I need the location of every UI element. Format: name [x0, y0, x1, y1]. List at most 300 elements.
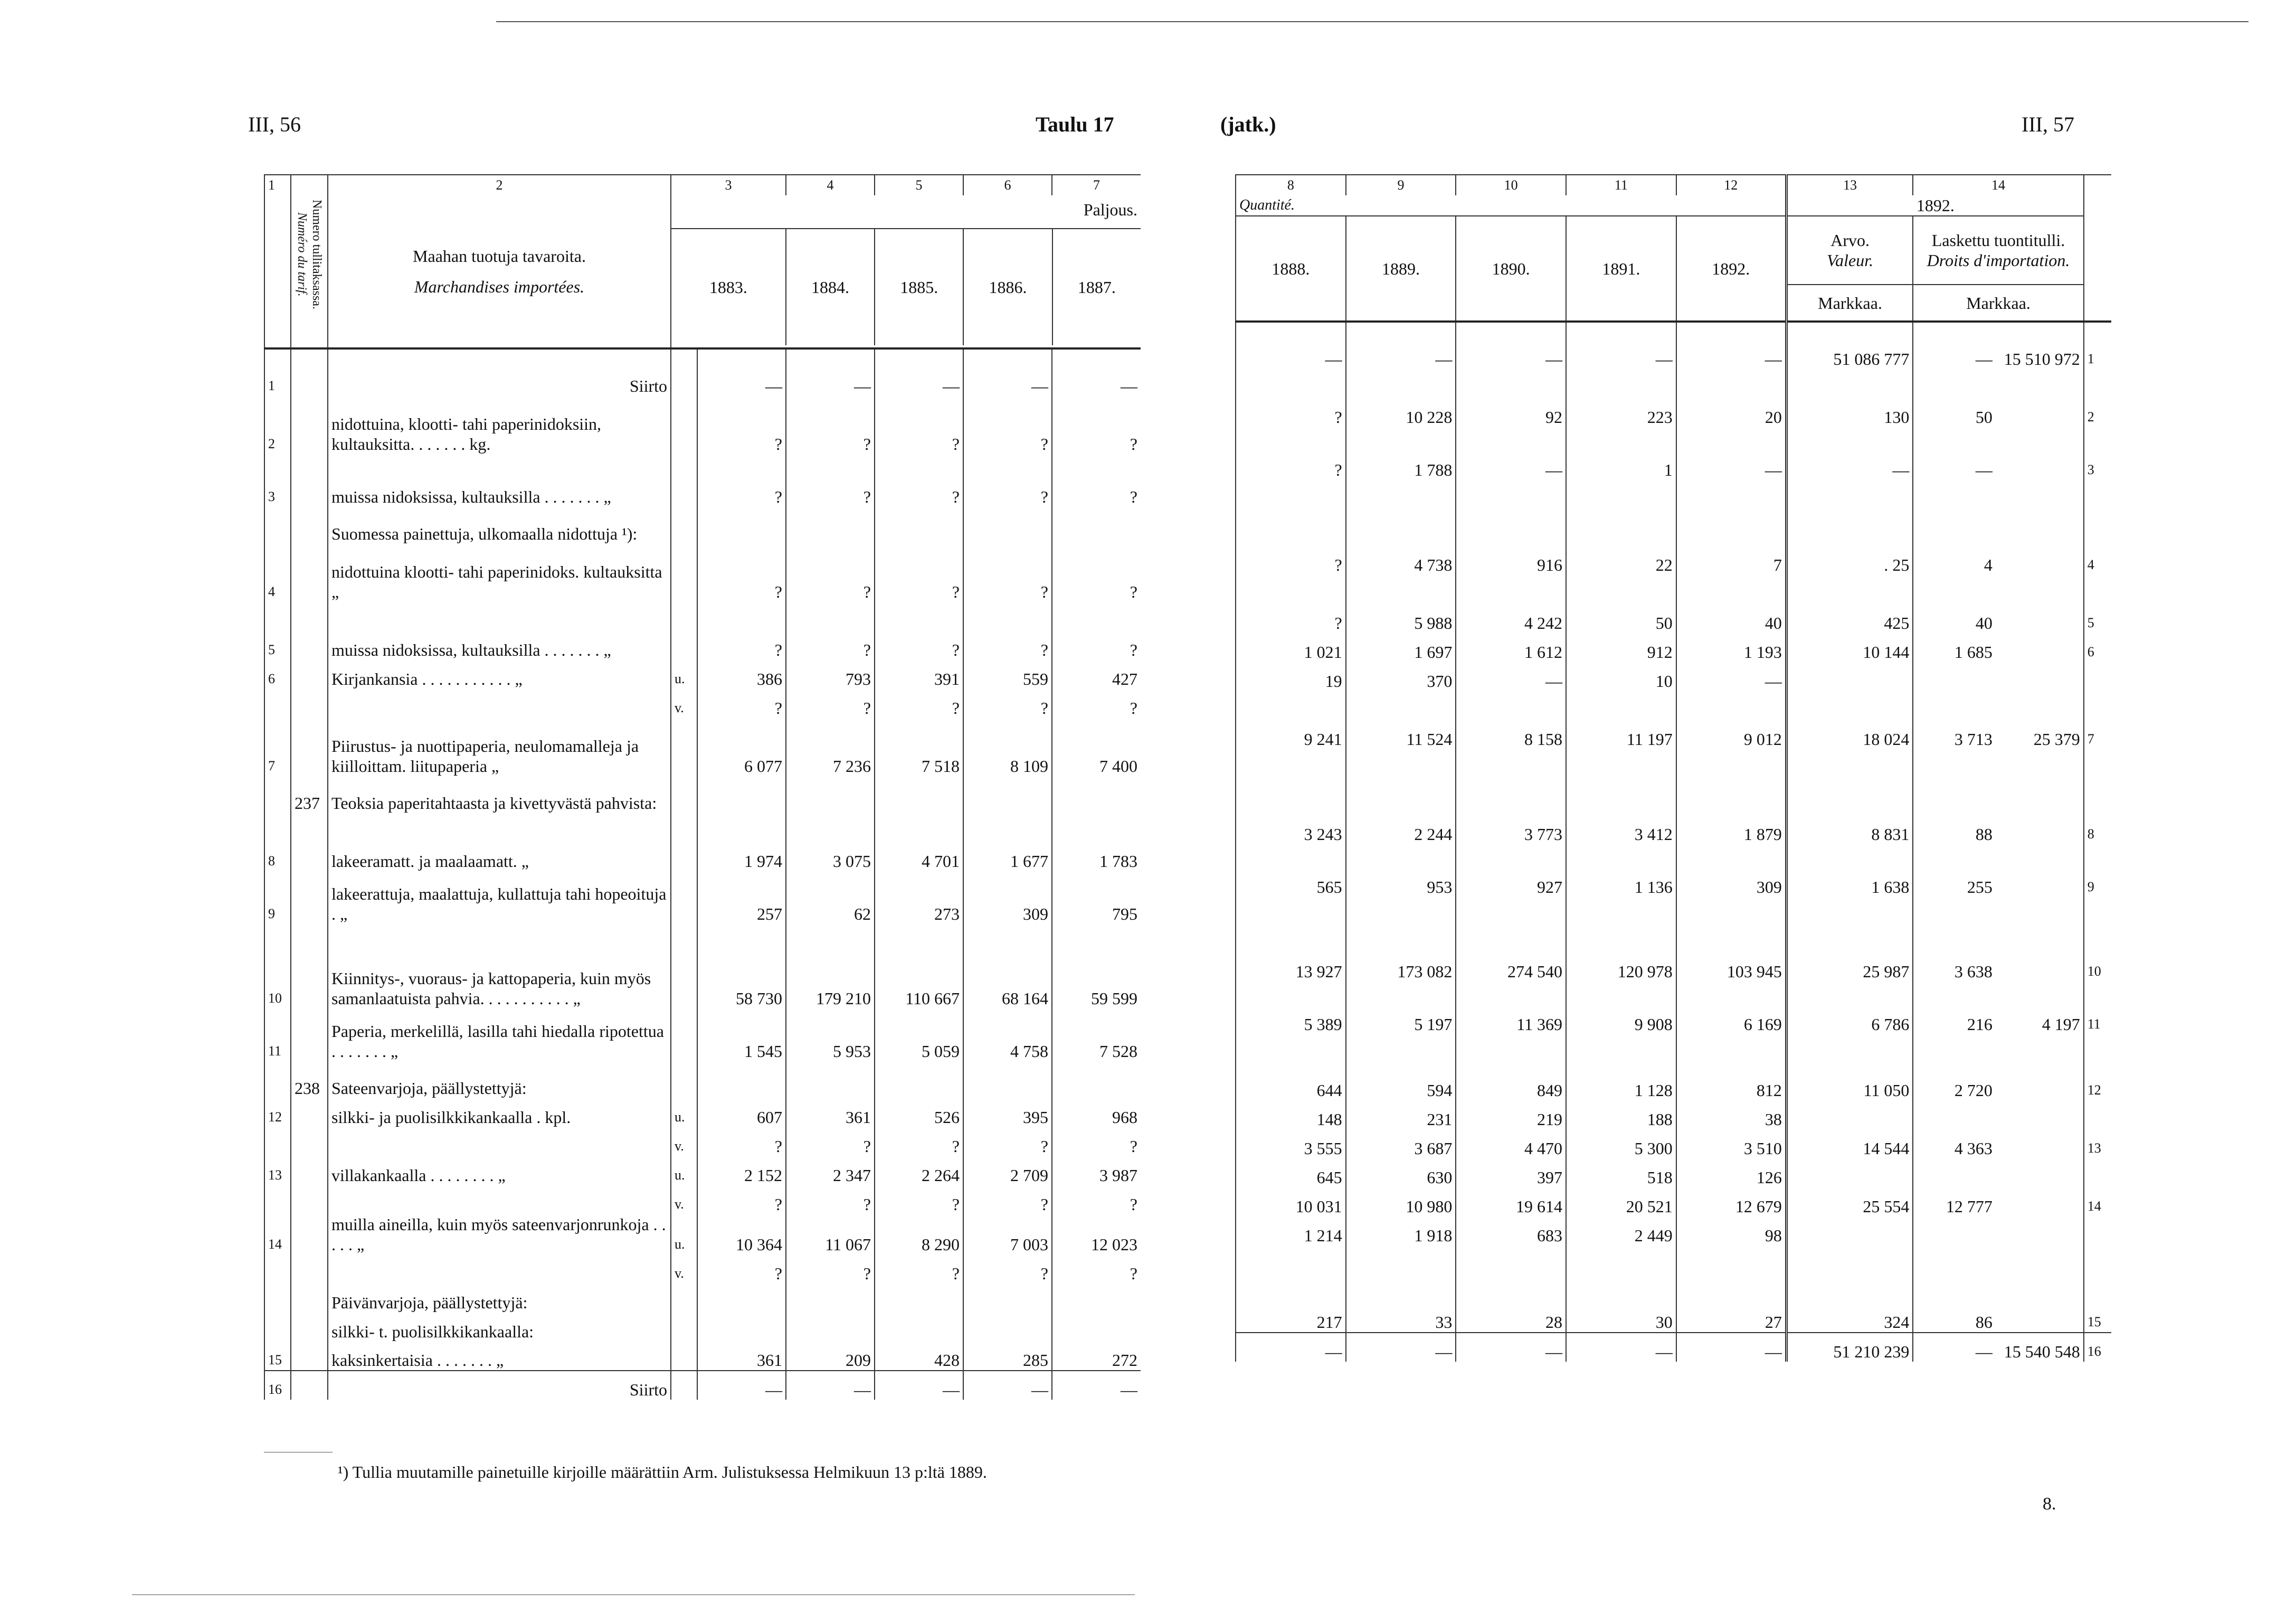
value-1887: ?	[1052, 544, 1141, 602]
item-description: Siirto	[328, 348, 671, 396]
value-1884: ?	[786, 1254, 875, 1284]
value-1891: —	[1566, 322, 1676, 369]
line-number	[264, 1185, 291, 1214]
tulli-value: —	[1913, 1333, 1996, 1362]
arvo-value	[1786, 662, 1913, 691]
value-1884	[786, 1313, 875, 1342]
value-1886: 2 709	[963, 1156, 1052, 1185]
table-row	[264, 1313, 1141, 1342]
value-1885: ?	[875, 602, 963, 660]
item-description: muissa nidoksissa, kultauksilla . . . . . . . „	[328, 602, 671, 660]
value-1886: —	[963, 348, 1052, 396]
value-1883: ?	[697, 544, 786, 602]
page-mark: 8.	[2043, 1494, 2056, 1514]
value-1887: 7 400	[1052, 718, 1141, 776]
table-row	[264, 689, 1141, 718]
value-1888	[1236, 1275, 1346, 1304]
table-row	[264, 1127, 1141, 1156]
value-1887: 272	[1052, 1342, 1141, 1371]
right-page-number: III, 57	[2022, 112, 2074, 136]
line-number: 3	[2084, 427, 2111, 480]
value-1883: 2 152	[697, 1156, 786, 1185]
value-1889: 1 697	[1346, 633, 1456, 662]
value-1889: 5 988	[1346, 575, 1456, 633]
tulli-value	[1913, 749, 1996, 786]
value-1883: ?	[697, 689, 786, 718]
line-number: 12	[2084, 1071, 2111, 1100]
item-description: Piirustus- ja nuottipaperia, neulomamalleja ja kiilloittam. liitupaperia „	[328, 718, 671, 776]
line-number	[264, 507, 291, 544]
table-row	[264, 1284, 1141, 1313]
value-1884: 2 347	[786, 1156, 875, 1185]
tulli-total	[1996, 517, 2084, 575]
tulli-value: 2 720	[1913, 1071, 1996, 1100]
value-1884: 5 953	[786, 1008, 875, 1061]
line-number: 11	[264, 1008, 291, 1061]
value-1884: ?	[786, 689, 875, 718]
value-1885: 8 290	[875, 1214, 963, 1254]
value-1891: 20 521	[1566, 1187, 1676, 1216]
value-1883: 10 364	[697, 1214, 786, 1254]
line-number: 11	[2084, 982, 2111, 1034]
unit-marker	[671, 1342, 697, 1371]
line-number	[2084, 749, 2111, 786]
value-1887	[1052, 1284, 1141, 1313]
tariff-number	[291, 454, 328, 507]
tulli-total	[1996, 1304, 2084, 1333]
tariff-number	[291, 396, 328, 454]
col-num-3: 3	[671, 175, 786, 195]
value-1886	[963, 1284, 1052, 1313]
table-row	[1236, 322, 2111, 369]
table-row	[1236, 427, 2111, 480]
year-1883: 1883.	[709, 278, 747, 297]
value-1884: 361	[786, 1098, 875, 1127]
tulli-value	[1913, 662, 1996, 691]
arvo-value: 8 831	[1786, 786, 1913, 844]
value-1885: 2 264	[875, 1156, 963, 1185]
goods-fr: Marchandises importées.	[414, 277, 585, 296]
arvo-value	[1786, 1216, 1913, 1245]
value-1883: —	[697, 1371, 786, 1400]
value-1891: 2 449	[1566, 1216, 1676, 1245]
value-1886: 559	[963, 660, 1052, 689]
value-1886: —	[963, 1371, 1052, 1400]
left-table	[264, 174, 1141, 1400]
value-1890: 92	[1456, 369, 1566, 427]
value-1888: 644	[1236, 1071, 1346, 1100]
year-1891: 1891.	[1566, 216, 1676, 322]
value-1889: 4 738	[1346, 517, 1456, 575]
value-1884: —	[786, 348, 875, 396]
unit-marker: u.	[671, 660, 697, 689]
item-description	[328, 1127, 671, 1156]
tulli-value	[1913, 1034, 1996, 1071]
arvo-value: 25 987	[1786, 897, 1913, 982]
line-number: 8	[264, 813, 291, 871]
table-row	[264, 1156, 1141, 1185]
line-number: 14	[2084, 1187, 2111, 1216]
value-1884: 7 236	[786, 718, 875, 776]
item-description: silkki- ja puolisilkkikankaalla . kpl.	[328, 1098, 671, 1127]
value-1892: 103 945	[1676, 897, 1787, 982]
value-1891: 120 978	[1566, 897, 1676, 982]
value-1888: 645	[1236, 1158, 1346, 1187]
arvo-value: 130	[1786, 369, 1913, 427]
line-number: 7	[264, 718, 291, 776]
arvo-value	[1786, 480, 1913, 517]
item-description: Suomessa painettuja, ulkomaalla nidottuja ¹):	[328, 507, 671, 544]
year-1885: 1885.	[874, 229, 963, 345]
tariff-header	[295, 175, 324, 334]
value-1891: 50	[1566, 575, 1676, 633]
line-number: 7	[2084, 691, 2111, 749]
value-1883: 1 545	[697, 1008, 786, 1061]
item-description: nidottuina klootti- tahi paperinidoks. kultauksitta „	[328, 544, 671, 602]
col-num-2: 2	[328, 175, 671, 195]
value-1892: —	[1676, 322, 1787, 369]
value-1892: 27	[1676, 1304, 1787, 1333]
value-1886: ?	[963, 1127, 1052, 1156]
value-1892: 38	[1676, 1100, 1787, 1129]
tulli-value: —	[1913, 427, 1996, 480]
value-1888	[1236, 480, 1346, 517]
tulli-value	[1913, 480, 1996, 517]
value-1889	[1346, 1245, 1456, 1275]
value-1889: 630	[1346, 1158, 1456, 1187]
arvo-value: 51 086 777	[1786, 322, 1913, 369]
table-row	[264, 602, 1141, 660]
value-1884: ?	[786, 544, 875, 602]
table-row	[264, 924, 1141, 1008]
tulli-value	[1913, 1100, 1996, 1129]
line-number: 16	[2084, 1333, 2111, 1362]
item-description: muilla aineilla, kuin myös sateenvarjonrunkoja . . . . . „	[328, 1214, 671, 1254]
value-1888: ?	[1236, 517, 1346, 575]
col-num-8: 8	[1236, 175, 1346, 195]
value-1889: 33	[1346, 1304, 1456, 1333]
value-1886: 4 758	[963, 1008, 1052, 1061]
table-row	[1236, 786, 2111, 844]
value-1885: 273	[875, 871, 963, 924]
value-1885: ?	[875, 544, 963, 602]
value-1887: 427	[1052, 660, 1141, 689]
table-row	[264, 348, 1141, 396]
value-1889: 953	[1346, 844, 1456, 897]
table-row	[1236, 844, 2111, 897]
value-1890: 19 614	[1456, 1187, 1566, 1216]
value-1888: 148	[1236, 1100, 1346, 1129]
table-row	[264, 1254, 1141, 1284]
year-1884: 1884.	[785, 229, 874, 345]
value-1890	[1456, 1275, 1566, 1304]
year-1886: 1886.	[963, 229, 1051, 345]
tulli-total	[1996, 427, 2084, 480]
tulli-value: 86	[1913, 1304, 1996, 1333]
value-1886: 68 164	[963, 924, 1052, 1008]
item-description: kaksinkertaisia . . . . . . . „	[328, 1342, 671, 1371]
table-row	[264, 454, 1141, 507]
line-number	[2084, 1245, 2111, 1275]
tulli-total	[1996, 1216, 2084, 1245]
line-number: 5	[264, 602, 291, 660]
value-1887: 1 783	[1052, 813, 1141, 871]
value-1883	[697, 1061, 786, 1098]
tulli-value	[1913, 1245, 1996, 1275]
arvo-value	[1786, 1100, 1913, 1129]
value-1887: —	[1052, 348, 1141, 396]
value-1883	[697, 507, 786, 544]
tariff-number	[291, 1008, 328, 1061]
line-number: 10	[2084, 897, 2111, 982]
arvo-value: 1 638	[1786, 844, 1913, 897]
value-1885: 7 518	[875, 718, 963, 776]
tariff-number	[291, 660, 328, 689]
line-number	[264, 1254, 291, 1284]
tulli-total	[1996, 575, 2084, 633]
tulli-total	[1996, 1034, 2084, 1071]
tulli-total	[1996, 1245, 2084, 1275]
item-description: Kirjankansia . . . . . . . . . . . „	[328, 660, 671, 689]
value-1891: 10	[1566, 662, 1676, 691]
value-1891	[1566, 1245, 1676, 1275]
value-1885: ?	[875, 454, 963, 507]
line-number	[2084, 1216, 2111, 1245]
item-description: Kiinnitys-, vuoraus- ja kattopaperia, kuin myös samanlaatuista pahvia. . . . . . . . . . . „	[328, 924, 671, 1008]
arvo-value: 25 554	[1786, 1187, 1913, 1216]
tulli-value: 1 685	[1913, 633, 1996, 662]
item-description: Siirto	[328, 1371, 671, 1400]
value-1884	[786, 1061, 875, 1098]
tulli-value: 216	[1913, 982, 1996, 1034]
table-row	[1236, 1071, 2111, 1100]
value-1885	[875, 1284, 963, 1313]
table-row	[1236, 1245, 2111, 1275]
line-number: 13	[264, 1156, 291, 1185]
table-row	[1236, 982, 2111, 1034]
value-1884: 793	[786, 660, 875, 689]
value-1888: 1 021	[1236, 633, 1346, 662]
line-number	[2084, 1158, 2111, 1187]
value-1891: 9 908	[1566, 982, 1676, 1034]
line-number: 10	[264, 924, 291, 1008]
arvo-value: 425	[1786, 575, 1913, 633]
col-num-11: 11	[1566, 175, 1676, 195]
col-num-13: 13	[1786, 175, 1913, 195]
value-1890: 1 612	[1456, 633, 1566, 662]
value-1884	[786, 776, 875, 813]
tulli-total: 15 540 548	[2004, 1342, 2080, 1361]
value-1888: 5 389	[1236, 982, 1346, 1034]
tariff-number	[291, 1185, 328, 1214]
value-1885: 110 667	[875, 924, 963, 1008]
tulli-total	[1996, 480, 2084, 517]
value-1888: 10 031	[1236, 1187, 1346, 1216]
arvo-value	[1786, 1245, 1913, 1275]
unit-marker	[671, 348, 697, 396]
value-1885: 4 701	[875, 813, 963, 871]
col-num-4: 4	[786, 175, 875, 195]
quantite-label: Quantité.	[1236, 195, 1786, 216]
value-1883: 607	[697, 1098, 786, 1127]
value-1885: 391	[875, 660, 963, 689]
value-1891: 223	[1566, 369, 1676, 427]
value-1891: 188	[1566, 1100, 1676, 1129]
item-description: Teoksia paperitahtaasta ja kivettyvästä pahvista:	[328, 776, 671, 813]
value-1890	[1456, 1245, 1566, 1275]
tariff-number	[291, 1284, 328, 1313]
value-1892	[1676, 1245, 1787, 1275]
value-1888: 19	[1236, 662, 1346, 691]
value-1890: 397	[1456, 1158, 1566, 1187]
value-1889	[1346, 480, 1456, 517]
table-row	[1236, 1216, 2111, 1245]
value-1892: 40	[1676, 575, 1787, 633]
year-1888: 1888.	[1236, 216, 1346, 322]
table-row	[264, 396, 1141, 454]
value-1887: 12 023	[1052, 1214, 1141, 1254]
value-1890: 927	[1456, 844, 1566, 897]
value-1891	[1566, 480, 1676, 517]
table-row	[264, 871, 1141, 924]
item-description: Paperia, merkelillä, lasilla tahi hiedalla ripotettua . . . . . . . „	[328, 1008, 671, 1061]
value-1884: 3 075	[786, 813, 875, 871]
arvo-value	[1786, 1034, 1913, 1071]
arvo-value: 51 210 239	[1786, 1333, 1913, 1362]
tulli-total	[1996, 369, 2084, 427]
table-row	[1236, 633, 2111, 662]
table-row	[1236, 1158, 2111, 1187]
value-1887	[1052, 1313, 1141, 1342]
tariff-number	[291, 718, 328, 776]
line-number	[264, 1284, 291, 1313]
value-1890	[1456, 1034, 1566, 1071]
value-1884: 179 210	[786, 924, 875, 1008]
value-1883: 257	[697, 871, 786, 924]
value-1892	[1676, 480, 1787, 517]
table-row	[1236, 897, 2111, 982]
value-1885	[875, 1061, 963, 1098]
table-row	[1236, 517, 2111, 575]
value-1892: 309	[1676, 844, 1787, 897]
value-1889: —	[1346, 322, 1456, 369]
value-1887: 59 599	[1052, 924, 1141, 1008]
value-1888	[1236, 1034, 1346, 1071]
value-1883: ?	[697, 1127, 786, 1156]
value-1888: 565	[1236, 844, 1346, 897]
tariff-fr: Numéro du tarif.	[295, 212, 309, 297]
tulli-total	[1996, 897, 2084, 982]
col-num-5: 5	[875, 175, 963, 195]
line-number: 1	[2084, 322, 2111, 369]
tulli-value: 88	[1913, 786, 1996, 844]
line-number: 2	[2084, 369, 2111, 427]
tulli-value: —	[1913, 322, 1996, 369]
tulli-total: 15 510 972	[2004, 350, 2080, 369]
table-row	[264, 813, 1141, 871]
value-1886: ?	[963, 544, 1052, 602]
value-1885: —	[875, 348, 963, 396]
tariff-number	[291, 1313, 328, 1342]
value-1883: ?	[697, 602, 786, 660]
value-1885	[875, 507, 963, 544]
value-1891: 22	[1566, 517, 1676, 575]
table-row	[264, 1371, 1141, 1400]
table-row	[264, 660, 1141, 689]
value-1887: 3 987	[1052, 1156, 1141, 1185]
tulli-value: 3 638	[1913, 897, 1996, 982]
item-description: Päivänvarjoja, päällystettyjä:	[328, 1284, 671, 1313]
tariff-number	[291, 1098, 328, 1127]
unit-marker	[671, 776, 697, 813]
table-row	[1236, 1034, 2111, 1071]
unit-marker	[671, 507, 697, 544]
value-1884: 11 067	[786, 1214, 875, 1254]
value-1891: 30	[1566, 1304, 1676, 1333]
item-description: villakankaalla . . . . . . . . „	[328, 1156, 671, 1185]
value-1888: —	[1236, 1333, 1346, 1362]
value-1886: 395	[963, 1098, 1052, 1127]
table-row	[1236, 1304, 2111, 1333]
value-1887: 968	[1052, 1098, 1141, 1127]
tariff-number	[291, 1371, 328, 1400]
markkaa-arvo: Markkaa.	[1786, 285, 1913, 322]
line-number	[2084, 1034, 2111, 1071]
value-1886: 309	[963, 871, 1052, 924]
value-1885: 526	[875, 1098, 963, 1127]
value-1886: ?	[963, 454, 1052, 507]
value-1886	[963, 1313, 1052, 1342]
value-1887: ?	[1052, 1127, 1141, 1156]
tariff-number: 238	[291, 1061, 328, 1098]
arvo-value	[1786, 1275, 1913, 1304]
unit-marker	[671, 544, 697, 602]
table-row	[1236, 1275, 2111, 1304]
value-1892: 6 169	[1676, 982, 1787, 1034]
arvo-value: 11 050	[1786, 1071, 1913, 1100]
tulli-value: 12 777	[1913, 1187, 1996, 1216]
footnote: ¹) Tullia muutamille painetuille kirjoille määrättiin Arm. Julistuksessa Helmikuun 13 p:ltä 1889.	[338, 1462, 987, 1482]
value-1889	[1346, 749, 1456, 786]
table-row	[1236, 575, 2111, 633]
tariff-number	[291, 813, 328, 871]
value-1888	[1236, 749, 1346, 786]
value-1890	[1456, 749, 1566, 786]
table-row	[264, 776, 1141, 813]
value-1886: ?	[963, 396, 1052, 454]
value-1886: ?	[963, 1254, 1052, 1284]
table-row	[264, 1008, 1141, 1061]
arvo-value: 10 144	[1786, 633, 1913, 662]
unit-marker: v.	[671, 1127, 697, 1156]
value-1888: 217	[1236, 1304, 1346, 1333]
table-row	[264, 544, 1141, 602]
value-1890: 219	[1456, 1100, 1566, 1129]
tulli-total	[1996, 1071, 2084, 1100]
droits-label: Droits d'importation.	[1927, 251, 2070, 270]
value-1884	[786, 507, 875, 544]
left-page-number: III, 56	[248, 112, 301, 136]
value-1892: 98	[1676, 1216, 1787, 1245]
value-1889: 5 197	[1346, 982, 1456, 1034]
table-title: Taulu 17	[1036, 112, 1114, 136]
value-1889	[1346, 1034, 1456, 1071]
value-1887	[1052, 776, 1141, 813]
line-number: 14	[264, 1214, 291, 1254]
tulli-total	[1996, 786, 2084, 844]
unit-marker	[671, 1313, 697, 1342]
value-1890: —	[1456, 427, 1566, 480]
